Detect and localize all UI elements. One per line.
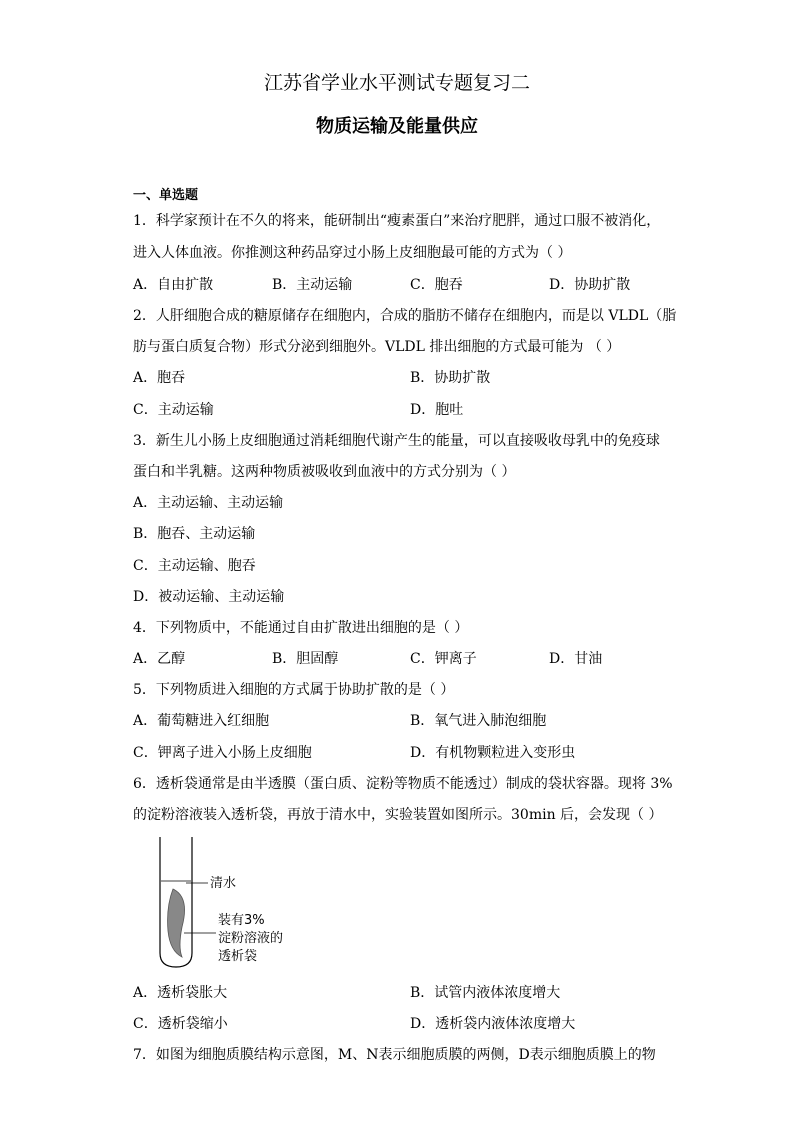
section-heading: 一、单选题 <box>133 188 199 203</box>
question-7-line-1: 7．如图为细胞质膜结构示意图，M、N表示细胞质膜的两侧，D表示细胞质膜上的物 <box>133 1047 656 1063</box>
question-1-option-d: D．协助扩散 <box>549 277 631 293</box>
question-2-option-d: D．胞吐 <box>410 402 464 418</box>
document-subtitle: 物质运输及能量供应 <box>316 116 478 137</box>
question-2-line-2: 肪与蛋白质复合物）形式分泌到细胞外。VLDL 排出细胞的方式最可能为 （ ） <box>133 339 621 355</box>
question-2-option-c: C．主动运输 <box>133 402 214 418</box>
question-3-line-1: 3．新生儿小肠上皮细胞通过消耗细胞代谢产生的能量，可以直接吸收母乳中的免疫球 <box>133 433 660 449</box>
figure-label-water: 清水 <box>210 876 237 891</box>
question-6-option-c: C．透析袋缩小 <box>133 1016 228 1032</box>
question-4-line-1: 4．下列物质中，不能通过自由扩散进出细胞的是（ ） <box>133 620 469 636</box>
question-3-option-c: C．主动运输、胞吞 <box>133 558 256 574</box>
question-1-line-2: 进入人体血液。你推测这种药品穿过小肠上皮细胞最可能的方式为（ ） <box>133 245 572 261</box>
figure-label-bag-line-1: 装有3% <box>218 913 265 928</box>
question-6-option-d: D．透析袋内液体浓度增大 <box>410 1016 576 1032</box>
question-1-option-b: B．主动运输 <box>272 277 353 293</box>
figure-label-bag-line-2: 淀粉溶液的 <box>218 931 284 946</box>
question-4-option-d: D．甘油 <box>549 651 603 667</box>
dialysis-bag-figure <box>150 835 320 975</box>
question-1-option-c: C．胞吞 <box>410 277 463 293</box>
question-1-option-a: A．自由扩散 <box>133 277 214 293</box>
question-3-option-a: A．主动运输、主动运输 <box>133 495 284 511</box>
question-5-line-1: 5．下列物质进入细胞的方式属于协助扩散的是（ ） <box>133 682 455 698</box>
question-3-option-b: B．胞吞、主动运输 <box>133 526 256 542</box>
question-4-option-b: B．胆固醇 <box>272 651 339 667</box>
question-3-option-d: D．被动运输、主动运输 <box>133 589 285 605</box>
question-6-option-b: B．试管内液体浓度增大 <box>410 985 561 1001</box>
figure-label-bag-line-3: 透析袋 <box>218 949 258 964</box>
dialysis-bag-shape <box>168 889 185 957</box>
question-4-option-c: C．钾离子 <box>410 651 477 667</box>
document-title: 江苏省学业水平测试专题复习二 <box>263 72 530 94</box>
question-2-option-a: A．胞吞 <box>133 370 186 386</box>
question-5-option-b: B．氧气进入肺泡细胞 <box>410 713 547 729</box>
question-6-line-2: 的淀粉溶液装入透析袋，再放于清水中，实验装置如图所示。30min 后，会发现（ ） <box>133 807 663 823</box>
question-6-line-1: 6．透析袋通常是由半透膜（蛋白质、淀粉等物质不能透过）制成的袋状容器。现将 3% <box>133 776 673 792</box>
question-2-line-1: 2．人肝细胞合成的糖原储存在细胞内，合成的脂肪不储存在细胞内，而是以 VLDL（脂 <box>133 308 677 324</box>
question-5-option-a: A．葡萄糖进入红细胞 <box>133 713 270 729</box>
question-2-option-b: B．协助扩散 <box>410 370 491 386</box>
question-4-option-a: A．乙醇 <box>133 651 186 667</box>
question-5-option-d: D．有机物颗粒进入变形虫 <box>410 745 576 761</box>
question-3-line-2: 蛋白和半乳糖。这两种物质被吸收到血液中的方式分别为（ ） <box>133 464 516 480</box>
question-6-option-a: A．透析袋胀大 <box>133 985 228 1001</box>
question-1-line-1: 1．科学家预计在不久的将来，能研制出“瘦素蛋白”来治疗肥胖，通过口服不被消化， <box>133 213 661 229</box>
question-5-option-c: C．钾离子进入小肠上皮细胞 <box>133 745 312 761</box>
